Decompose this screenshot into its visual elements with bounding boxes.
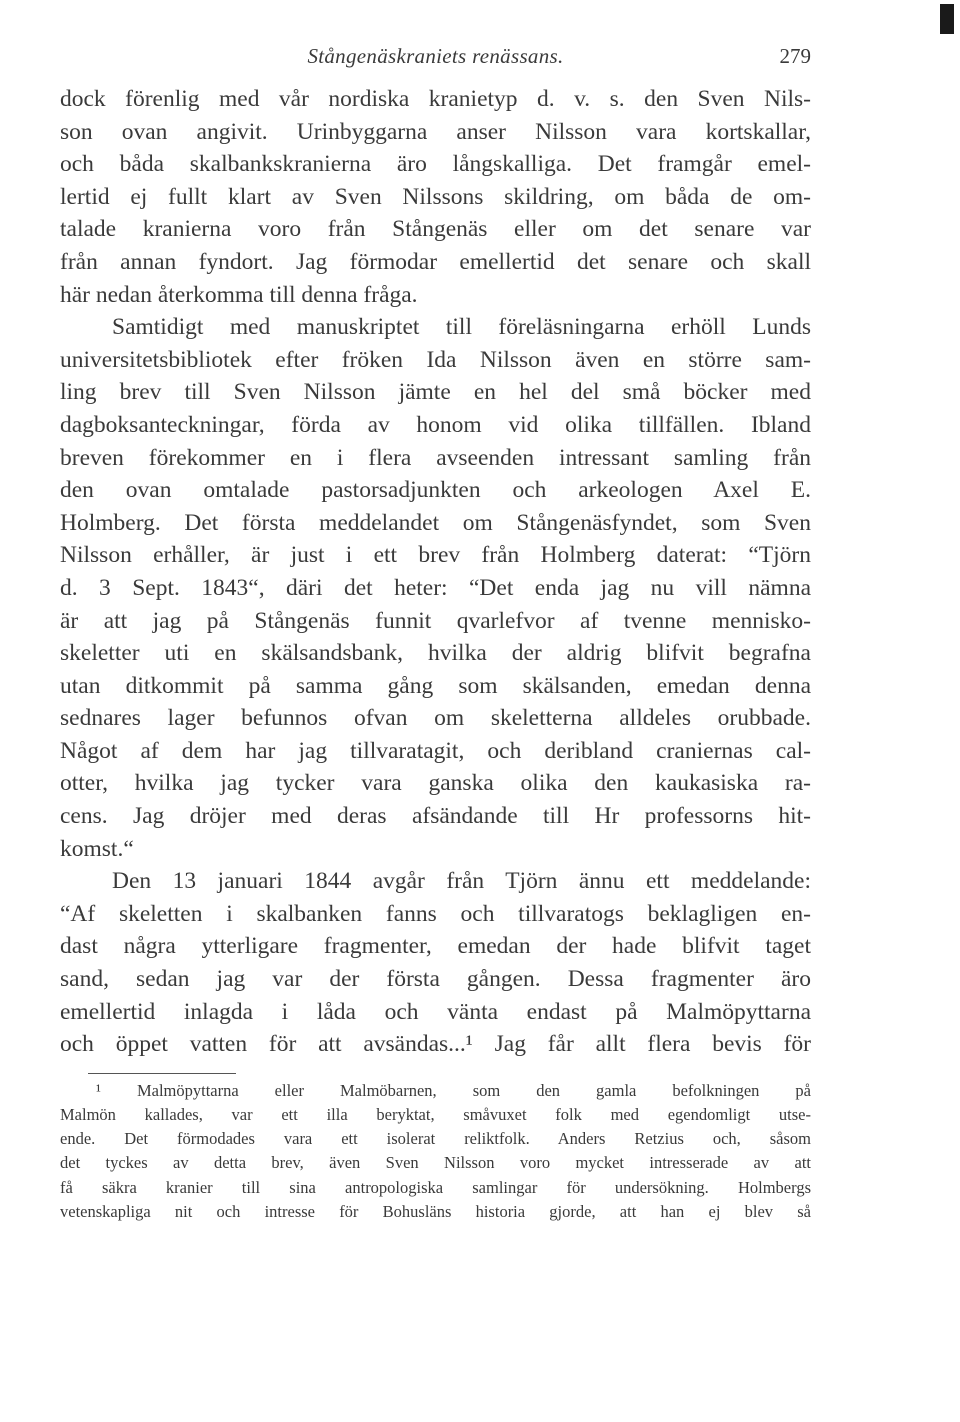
- footnote-line: Malmön kallades, var ett illa beryktat, småvuxet folk med egendomligt utse-: [60, 1105, 811, 1124]
- running-head: [60, 40, 811, 74]
- page-number: 279: [779, 44, 811, 68]
- body-line: är att jag på Stångenäs funnit qvarlefvor af tvenne mennisko-: [60, 607, 811, 634]
- body-line: universitetsbibliotek efter fröken Ida Nilsson även en större sam-: [60, 346, 811, 373]
- body-line: emellertid inlagda i låda och vänta endast på Malmöpyttarna: [60, 998, 811, 1025]
- body-line: ling brev till Sven Nilsson jämte en hel del små böcker med: [60, 379, 811, 406]
- book-page: [60, 40, 811, 1224]
- body-line: utan ditkommit på samma gång som skälsanden, emedan denna: [60, 672, 811, 699]
- body-line: “Af skeletten i skalbanken fanns och tillvaratogs beklagligen en-: [60, 900, 811, 927]
- footnote-line: det tyckes av detta brev, även Sven Nilsson voro mycket intresserade av att: [60, 1153, 811, 1173]
- footnote-line: vetenskapliga nit och intresse för Bohusläns historia gjorde, att han ej blev så: [60, 1201, 811, 1221]
- footnote-line: ende. Det förmodades vara ett isolerat reliktfolk. Anders Retzius och, såsom: [60, 1129, 811, 1149]
- body-line: Nilsson erhåller, är just i ett brev från Holmberg daterat: “Tjörn: [60, 542, 811, 569]
- body-line: här nedan återkomma till denna fråga.: [60, 281, 418, 308]
- body-line: komst.“: [60, 835, 134, 862]
- footnote-line: ¹ Malmöpyttarna eller Malmöbarnen, som den gamla befolkningen på: [96, 1080, 811, 1100]
- footnote-rule: [88, 1073, 236, 1074]
- body-line: från annan fyndort. Jag förmodar emellertid det senare och skall: [60, 248, 811, 275]
- body-line: sednares lager befunnos ofvan om skeletterna alldeles orubbade.: [60, 705, 811, 732]
- body-line: sand, sedan jag var der första gången. Dessa fragmenter äro: [60, 966, 811, 993]
- body-line: talade kranierna voro från Stångenäs eller om det senare var: [60, 216, 811, 243]
- body-line: breven förekommer en i flera avseenden intressant samling från: [60, 444, 811, 471]
- body-line: cens. Jag dröjer med deras afsändande till Hr professorns hit-: [60, 803, 811, 830]
- body-line: den ovan omtalade pastorsadjunkten och arkeologen Axel E.: [60, 477, 811, 504]
- body-line: dagboksanteckningar, förda av honom vid olika tillfällen. Ibland: [60, 411, 811, 438]
- footnote: [60, 1079, 811, 1224]
- body-line: son ovan angivit. Urinbyggarna anser Nilsson vara kortskallar,: [60, 118, 811, 145]
- body-line: skeletter uti en skälsandsbank, hvilka der aldrig blifvit begrafna: [60, 640, 811, 667]
- body-line: Den 13 januari 1844 avgår från Tjörn ännu ett meddelande:: [112, 868, 811, 895]
- body-line: otter, hvilka jag tycker vara ganska olika den kaukasiska ra-: [60, 770, 811, 797]
- footnote-line: få säkra kranier till sina antropologiska samlingar för undersökning. Holmbergs: [60, 1177, 811, 1197]
- scan-edge-mark: [940, 4, 954, 34]
- body-line: lertid ej fullt klart av Sven Nilssons skildring, om båda de om-: [60, 183, 811, 210]
- body-line: dast några ytterligare fragmenter, emedan der hade blifvit taget: [60, 933, 811, 960]
- body-line: och öppet vatten för att avsändas...¹ Jag får allt flera bevis för: [60, 1031, 811, 1058]
- body-line: Något af dem har jag tillvaratagit, och deribland craniernas cal-: [60, 737, 811, 764]
- body-line: d. 3 Sept. 1843“, däri det heter: “Det enda jag nu vill nämna: [60, 574, 811, 601]
- running-title: Stångenäskraniets renässans.: [307, 44, 564, 68]
- body-text: [60, 83, 811, 1061]
- body-line: och båda skalbankskranierna äro långskalliga. Det framgår emel-: [60, 151, 811, 178]
- body-line: Samtidigt med manuskriptet till föreläsningarna erhöll Lunds: [112, 314, 811, 341]
- body-line: dock förenlig med vår nordiska kranietyp d. v. s. den Sven Nils-: [60, 86, 811, 112]
- body-line: Holmberg. Det första meddelandet om Stångenäsfyndet, som Sven: [60, 509, 811, 536]
